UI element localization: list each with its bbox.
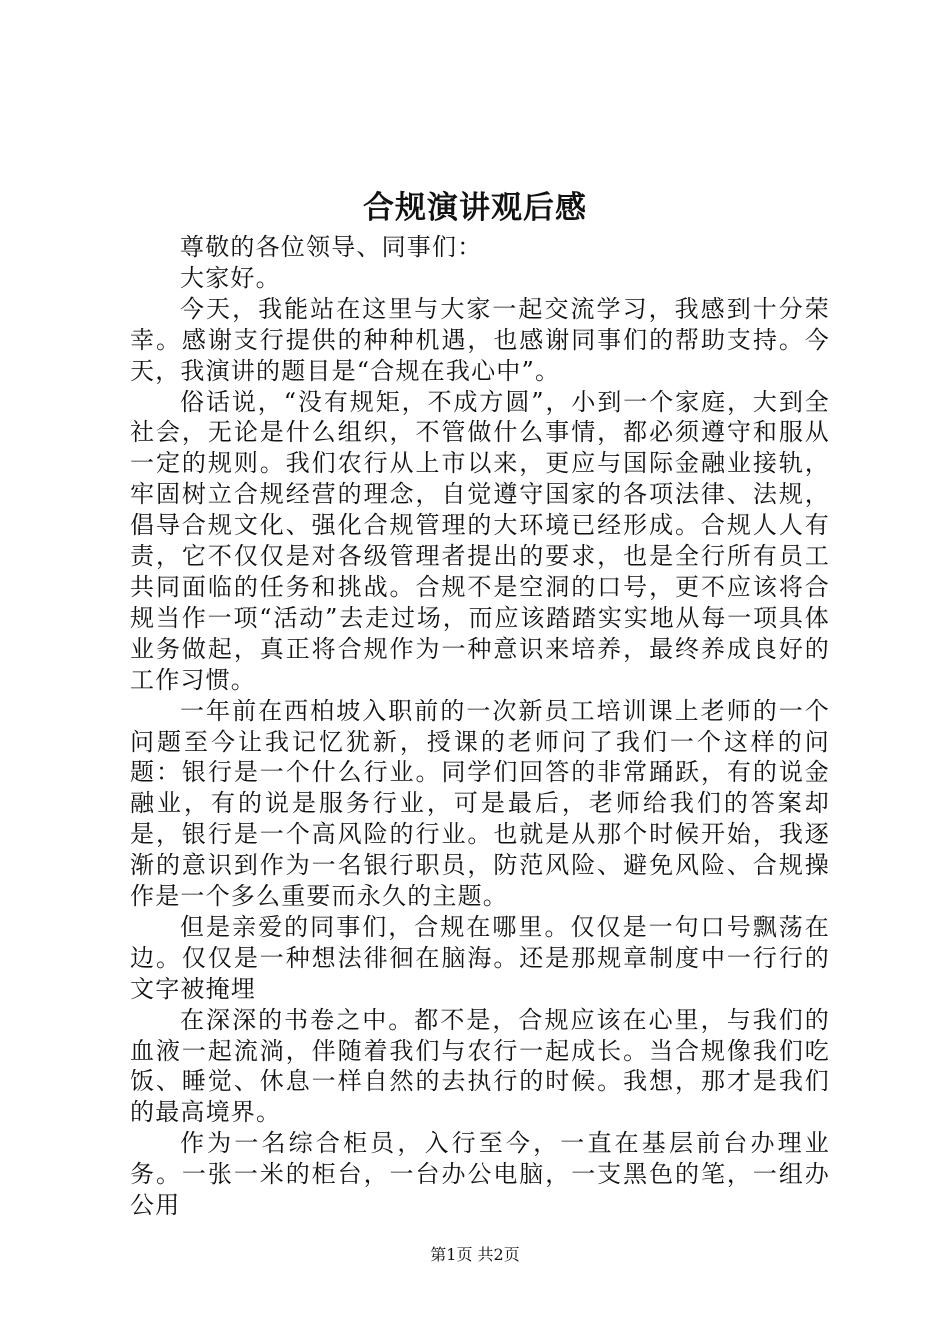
paragraph-intro: 今天，我能站在这里与大家一起交流学习，我感到十分荣幸。感谢支行提供的种种机遇，也感谢同事们的帮助支持。今天，我演讲的题目是“合规在我心中”。 xyxy=(130,294,830,385)
document-body xyxy=(130,232,830,1221)
paragraph-training: 一年前在西柏坡入职前的一次新员工培训课上老师的一个问题至今让我记忆犹新，授课的老师问了我们一个这样的问题：银行是一个什么行业。同学们回答的非常踊跃，有的说金融业，有的说是服务行业，可是最后，老师给我们的答案却是，银行是一个高风险的行业。也就是从那个时候开始，我逐渐的意识到作为一名银行职员，防范风险、避免风险、合规操作是一个多么重要而永久的主题。 xyxy=(130,696,830,911)
page-number-footer: 第1页 共2页 xyxy=(430,1245,520,1264)
paragraph-greeting: 大家好。 xyxy=(180,263,281,292)
paragraph-teller: 作为一名综合柜员，入行至今，一直在基层前台办理业务。一张一米的柜台，一台办公电脑，一支黑色的笔，一组办公用 xyxy=(130,1129,830,1220)
paragraph-question: 但是亲爱的同事们，合规在哪里。仅仅是一句口号飘荡在边。仅仅是一种想法徘徊在脑海。还是那规章制度中一行行的文字被掩埋 xyxy=(130,912,830,1003)
paragraph-salutation: 尊敬的各位领导、同事们： xyxy=(180,233,483,261)
paragraph-heart: 在深深的书卷之中。都不是，合规应该在心里，与我们的血液一起流淌，伴随着我们与农行一起成长。当合规像我们吃饭、睡觉、休息一样自然的去执行的时候。我想，那才是我们的最高境界。 xyxy=(130,1005,830,1127)
paragraph-rules: 俗话说，“没有规矩，不成方圆”，小到一个家庭，大到全社会，无论是什么组织，不管做什么事情，都必须遵守和服从一定的规则。我们农行从上市以来，更应与国际金融业接轨，牢固树立合规经营的理念，自觉遵守国家的各项法律、法规，倡导合规文化、强化合规管理的大环境已经形成。合规人人有责，它不仅仅是对各级管理者提出的要求，也是全行所有员工共同面临的任务和挑战。合规不是空洞的口号，更不应该将合规当作一项“活动”去走过场，而应该踏踏实实地从每一项具体业务做起，真正将合规作为一种意识来培养，最终养成良好的工作习惯。 xyxy=(130,387,830,694)
document-title: 合规演讲观后感 xyxy=(363,190,587,226)
